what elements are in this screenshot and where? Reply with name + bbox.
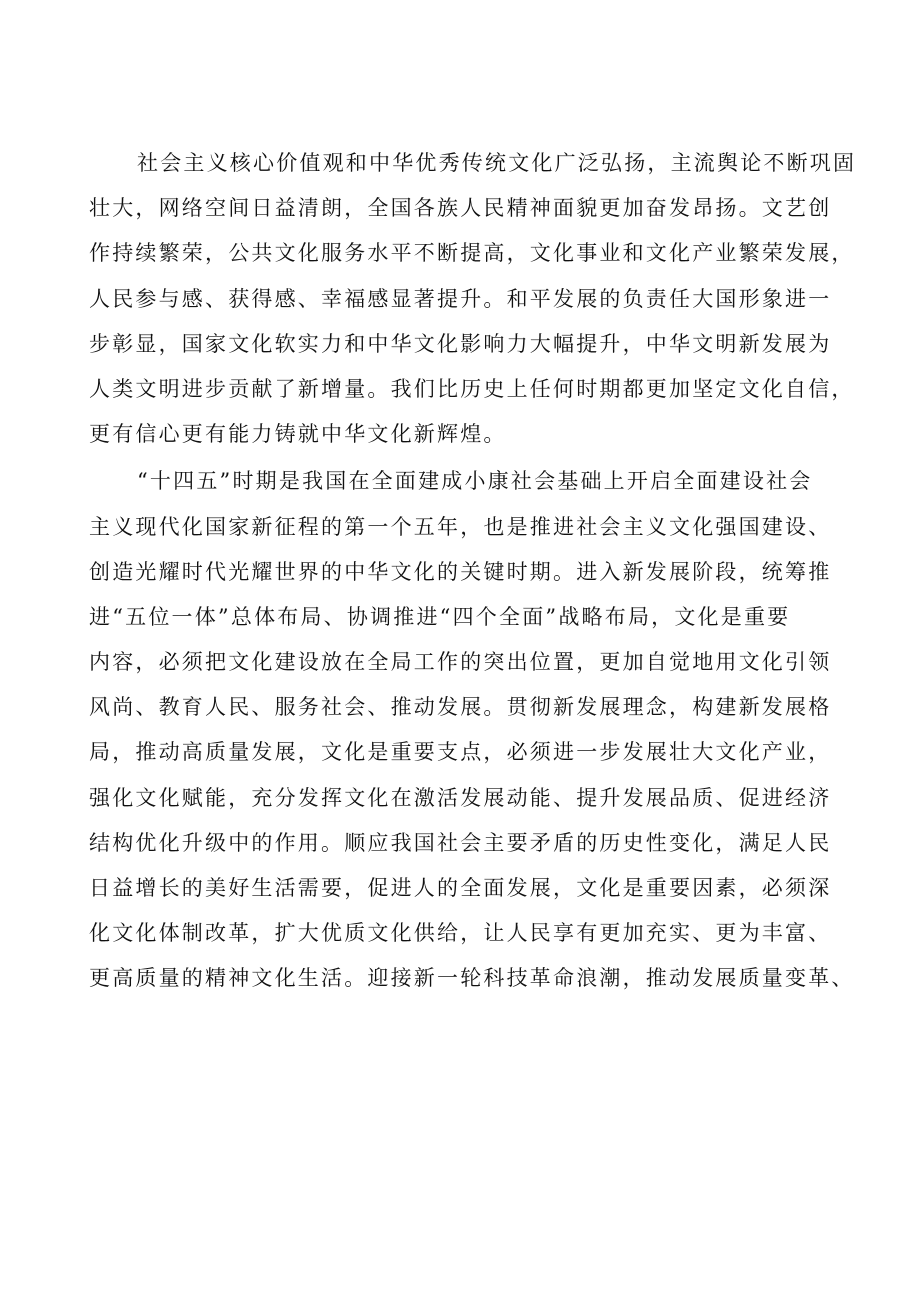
text-line: 局，推动高质量发展，文化是重要支点，必须进一步发展壮大文化产业， <box>89 740 832 765</box>
text-line: 社会主义核心价值观和中华优秀传统文化广泛弘扬，主流舆论不断巩固 <box>137 151 857 175</box>
paragraph-2 <box>89 459 855 1001</box>
text-line: 日益增长的美好生活需要，促进人的全面发展，文化是重要因素，必须深 <box>89 876 832 900</box>
text-line: 步彰显，国家文化软实力和中华文化影响力大幅提升，中华文明新发展为 <box>89 331 832 356</box>
text-line: 人类文明进步贡献了新增量。我们比历史上任何时期都更加坚定文化自信， <box>89 376 855 401</box>
text-line: 化文化体制改革，扩大优质文化供给，让人民享有更加充实、更为丰富、 <box>89 921 832 946</box>
document-body <box>89 141 857 1002</box>
text-line: 进“五位一体”总体布局、协调推进“四个全面”战略布局，文化是重要 <box>89 604 791 629</box>
text-line: 人民参与感、获得感、幸福感显著提升。和平发展的负责任大国形象进一 <box>89 286 832 311</box>
text-line: 内容，必须把文化建设放在全局工作的突出位置，更加自觉地用文化引领 <box>89 650 832 675</box>
text-line: 主义现代化国家新征程的第一个五年，也是推进社会主义文化强国建设、 <box>89 514 832 539</box>
text-line: “十四五”时期是我国在全面建成小康社会基础上开启全面建设社会 <box>137 469 813 494</box>
text-line: 壮大，网络空间日益清朗，全国各族人民精神面貌更加奋发昂扬。文艺创 <box>89 196 832 221</box>
text-line: 创造光耀时代光耀世界的中华文化的关键时期。进入新发展阶段，统筹推 <box>89 559 832 584</box>
text-line: 作持续繁荣，公共文化服务水平不断提高，文化事业和文化产业繁荣发展， <box>89 241 855 266</box>
text-line: 风尚、教育人民、服务社会、推动发展。贯彻新发展理念，构建新发展格 <box>89 695 832 720</box>
text-line: 更高质量的精神文化生活。迎接新一轮科技革命浪潮，推动发展质量变革、 <box>89 966 855 991</box>
text-line: 更有信心更有能力铸就中华文化新辉煌。 <box>89 422 507 447</box>
text-line: 强化文化赋能，充分发挥文化在激活发展动能、提升发展品质、促进经济 <box>89 785 832 810</box>
text-line: 结构优化升级中的作用。顺应我国社会主要矛盾的历史性变化，满足人民 <box>89 830 832 855</box>
paragraph-1 <box>89 141 857 457</box>
